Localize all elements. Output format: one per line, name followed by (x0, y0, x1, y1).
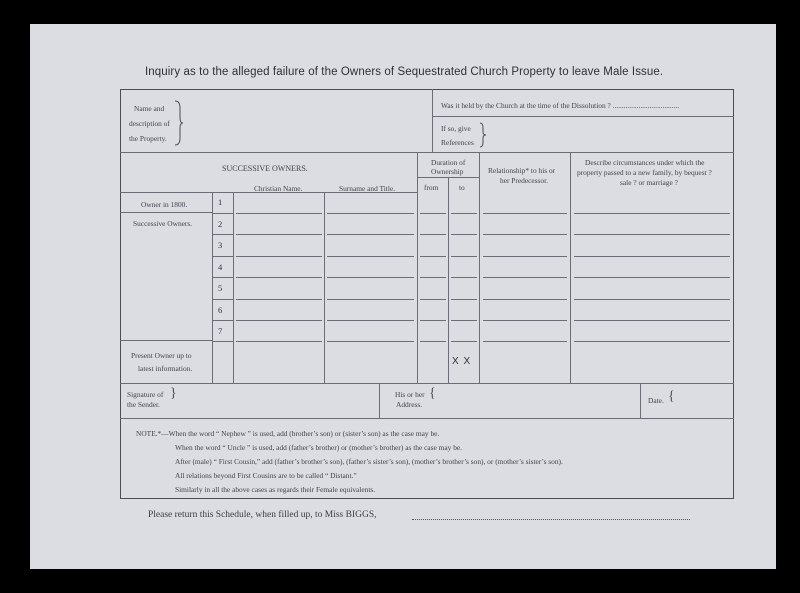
header-describe-l1: Describe circumstances under which the (585, 158, 705, 167)
row-cell-underline (213, 277, 233, 278)
row-cell-underline (451, 299, 477, 300)
row-cell-underline (483, 277, 567, 278)
grid-describe-left (570, 152, 571, 383)
brace-date: { (668, 389, 675, 404)
row-cell-underline (451, 277, 477, 278)
grid-from-to (448, 177, 449, 383)
xx-mark: X X (452, 356, 472, 367)
row-cell-underline (236, 277, 322, 278)
row-cell-underline (327, 213, 414, 214)
row-cell-underline (213, 320, 233, 321)
grid-present-top (120, 340, 213, 341)
row-cell-underline (213, 299, 233, 300)
row-cell-underline (327, 341, 414, 342)
note-line-5: Similarly in all the above cases as regards their Female equivalents. (175, 485, 376, 494)
row-cell-underline (327, 234, 414, 235)
label-references: References (441, 138, 474, 147)
brace-address: { (429, 386, 436, 401)
col-from: from (424, 183, 439, 192)
row-cell-underline (451, 213, 477, 214)
row-cell-underline (327, 299, 414, 300)
header-successive-owners: SUCCESSIVE OWNERS. (222, 164, 308, 173)
grid-duration-right (479, 152, 480, 383)
row-cell-underline (327, 256, 414, 257)
label-present-l2: latest information. (138, 364, 193, 373)
divider-signature (120, 383, 734, 384)
return-dotted-line (412, 519, 690, 520)
row-cell-underline (420, 234, 446, 235)
label-present-l1: Present Owner up to (131, 351, 192, 360)
divider-note (120, 418, 734, 419)
divider-property (120, 152, 734, 153)
references-field[interactable] (492, 120, 730, 148)
row-cell-underline (574, 213, 730, 214)
row-cell-underline (451, 256, 477, 257)
grid-num-right (233, 192, 234, 383)
row-cell-underline (451, 234, 477, 235)
label-signature-l1: Signature of (127, 390, 164, 399)
grid-sig-div1 (379, 383, 380, 419)
header-describe-l3: sale ? or marriage ? (620, 178, 678, 187)
row-cell-underline (420, 320, 446, 321)
row-cell-underline (483, 341, 567, 342)
grid-duration-sub (418, 177, 479, 178)
row-number: 1 (218, 197, 223, 207)
header-relationship-l1: Relationship* to his or (488, 166, 556, 175)
row-cell-underline (574, 277, 730, 278)
row-cell-underline (236, 341, 322, 342)
row-number: 7 (218, 326, 223, 336)
row-cell-underline (574, 256, 730, 257)
label-name-l3: the Property. (129, 134, 167, 143)
grid-header-bottom (212, 192, 417, 193)
row-cell-underline (213, 213, 233, 214)
note-line-1: NOTE.*—When the word “ Nephew ” is used, add (brother’s son) or (sister’s son) as the case may be. (136, 429, 440, 438)
grid-1800-bottom (120, 212, 213, 213)
row-cell-underline (420, 277, 446, 278)
label-successive-owners: Successive Owners. (133, 219, 193, 228)
label-signature-l2: the Sender. (127, 400, 160, 409)
grid-duration-left (417, 152, 418, 383)
row-cell-underline (236, 320, 322, 321)
row-cell-underline (236, 256, 322, 257)
row-number: 2 (218, 219, 223, 229)
label-address-l2: Address. (396, 400, 423, 409)
row-number: 3 (218, 240, 223, 250)
col-surname-title: Surname and Title. (339, 184, 396, 193)
row-cell-underline (451, 341, 477, 342)
property-name-field[interactable] (190, 92, 426, 148)
row-cell-underline (327, 277, 414, 278)
note-line-3: After (male) “ First Cousin,” add (father’s brother’s son), (father’s sister’s son), (mother’s brother’s son), or (mother’s sister’s son). (175, 457, 563, 466)
divider-property-vertical (432, 89, 433, 152)
row-cell-underline (213, 341, 233, 342)
form-title: Inquiry as to the alleged failure of the Owners of Sequestrated Church Property to leave Male Issue. (145, 66, 664, 78)
row-cell-underline (420, 341, 446, 342)
row-cell-underline (574, 234, 730, 235)
row-cell-underline (574, 320, 730, 321)
header-duration-l2: Ownership (431, 167, 464, 176)
row-cell-underline (574, 341, 730, 342)
row-cell-underline (451, 320, 477, 321)
row-cell-underline (483, 234, 567, 235)
row-cell-underline (236, 213, 322, 214)
brace-name (174, 100, 184, 146)
label-name-l1: Name and (134, 104, 165, 113)
label-date: Date. (648, 396, 664, 405)
col-to: to (459, 183, 465, 192)
header-describe-l2: property passed to a new family, by bequest ? (577, 168, 712, 177)
row-cell-underline (327, 320, 414, 321)
return-instruction: Please return this Schedule, when filled up, to Miss BIGGS, (148, 510, 377, 520)
row-cell-underline (213, 234, 233, 235)
grid-header-bottom-left (120, 192, 213, 193)
note-line-4: All relations beyond First Cousins are to be called “ Distant.” (175, 471, 357, 480)
note-line-2: When the word “ Uncle ” is used, add (father’s brother) or (mother’s brother) as the case may be. (175, 443, 463, 452)
signature-field[interactable] (185, 386, 375, 416)
header-duration-l1: Duration of (431, 158, 466, 167)
row-cell-underline (483, 256, 567, 257)
row-cell-underline (236, 299, 322, 300)
label-owner-1800: Owner in 1800. (141, 200, 188, 209)
row-cell-underline (483, 299, 567, 300)
brace-signature: } (170, 386, 177, 401)
col-christian-name: Christian Name. (254, 184, 303, 193)
row-cell-underline (420, 299, 446, 300)
grid-christian-right (324, 192, 325, 383)
brace-references (479, 122, 487, 148)
row-cell-underline (420, 213, 446, 214)
date-field[interactable] (678, 386, 730, 416)
row-cell-underline (213, 256, 233, 257)
row-cell-underline (483, 320, 567, 321)
label-address-l1: His or her (395, 390, 425, 399)
grid-sig-div2 (640, 383, 641, 419)
row-cell-underline (420, 256, 446, 257)
row-cell-underline (236, 234, 322, 235)
row-cell-underline (574, 299, 730, 300)
address-field[interactable] (440, 386, 635, 416)
label-ifso: If so, give (441, 124, 471, 133)
divider-church (432, 116, 734, 117)
row-number: 6 (218, 305, 223, 315)
grid-num-left (212, 192, 213, 383)
label-name-l2: description of (129, 119, 170, 128)
header-relationship-l2: her Predecessor. (500, 176, 549, 185)
row-number: 4 (218, 262, 223, 272)
row-number: 5 (218, 283, 223, 293)
row-cell-underline (483, 213, 567, 214)
church-question: Was it held by the Church at the time of the Dissolution ? .................................... (441, 101, 680, 110)
